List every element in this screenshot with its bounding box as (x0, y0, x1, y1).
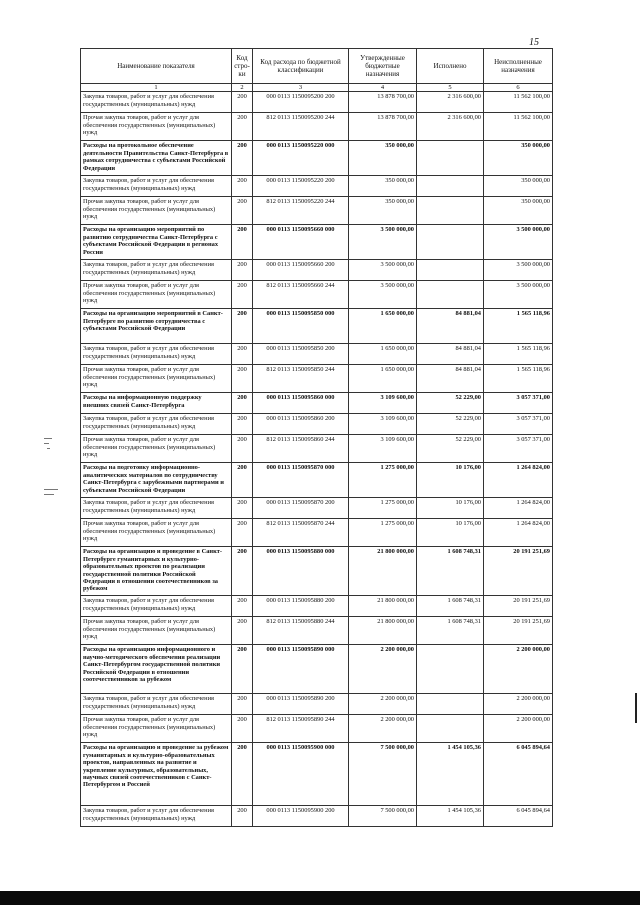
row-executed-amount (417, 141, 484, 176)
row-unexecuted-amount: 6 045 894,64 (484, 743, 553, 806)
row-indicator-name: Расходы на организацию и проведение в Санкт-Петербурге гуманитарных и культурно-образовательных проектов по реализации государственной политики Российской Федерации в отношении соотечественников за рубежом (81, 547, 232, 596)
page-number: 15 (529, 37, 539, 48)
table-row (81, 547, 553, 596)
row-executed-amount: 2 316 600,00 (417, 113, 484, 141)
header-indicator-name: Наименование показателя (81, 49, 232, 84)
row-approved-amount: 1 650 000,00 (349, 309, 417, 344)
row-executed-amount (417, 694, 484, 715)
row-budget-code: 000 0113 1150095870 200 (253, 498, 349, 519)
row-unexecuted-amount: 3 500 000,00 (484, 225, 553, 260)
row-budget-code: 000 0113 1150095850 000 (253, 309, 349, 344)
header-unexecuted: Неисполненные назначения (484, 49, 553, 84)
table-row (81, 715, 553, 743)
row-approved-amount: 1 650 000,00 (349, 365, 417, 393)
row-indicator-name: Прочая закупка товаров, работ и услуг для обеспечения государственных (муниципальных) нужд (81, 617, 232, 645)
row-line-code: 200 (232, 113, 253, 141)
row-indicator-name: Закупка товаров, работ и услуг для обеспечения государственных (муниципальных) нужд (81, 260, 232, 281)
row-indicator-name: Расходы на организацию мероприятий в Санкт-Петербурге по развитию сотрудничества с субъектами Российской Федерации (81, 309, 232, 344)
row-executed-amount (417, 645, 484, 694)
row-approved-amount: 3 500 000,00 (349, 225, 417, 260)
row-budget-code: 000 0113 1150095850 200 (253, 344, 349, 365)
row-approved-amount: 7 500 000,00 (349, 806, 417, 827)
table-row (81, 365, 553, 393)
table-row (81, 414, 553, 435)
row-executed-amount (417, 176, 484, 197)
row-unexecuted-amount: 20 191 251,69 (484, 596, 553, 617)
row-line-code: 200 (232, 645, 253, 694)
row-executed-amount: 84 881,04 (417, 344, 484, 365)
row-executed-amount: 52 229,00 (417, 414, 484, 435)
row-budget-code: 812 0113 1150095850 244 (253, 365, 349, 393)
row-unexecuted-amount: 350 000,00 (484, 197, 553, 225)
row-line-code: 200 (232, 309, 253, 344)
table-row (81, 141, 553, 176)
row-budget-code: 000 0113 1150095900 000 (253, 743, 349, 806)
row-line-code: 200 (232, 176, 253, 197)
row-approved-amount: 1 650 000,00 (349, 344, 417, 365)
row-indicator-name: Прочая закупка товаров, работ и услуг для обеспечения государственных (муниципальных) нужд (81, 113, 232, 141)
row-line-code: 200 (232, 596, 253, 617)
row-executed-amount: 1 608 748,31 (417, 596, 484, 617)
row-budget-code: 812 0113 1150095220 244 (253, 197, 349, 225)
row-budget-code: 000 0113 1150095660 000 (253, 225, 349, 260)
row-executed-amount: 2 316 600,00 (417, 92, 484, 113)
row-executed-amount: 1 608 748,31 (417, 547, 484, 596)
row-approved-amount: 2 200 000,00 (349, 715, 417, 743)
table-row (81, 596, 553, 617)
row-line-code: 200 (232, 393, 253, 414)
row-indicator-name: Прочая закупка товаров, работ и услуг для обеспечения государственных (муниципальных) нужд (81, 197, 232, 225)
row-approved-amount: 3 109 600,00 (349, 435, 417, 463)
row-approved-amount: 13 878 700,00 (349, 92, 417, 113)
row-line-code: 200 (232, 435, 253, 463)
row-indicator-name: Прочая закупка товаров, работ и услуг для обеспечения государственных (муниципальных) нужд (81, 435, 232, 463)
row-budget-code: 812 0113 1150095200 244 (253, 113, 349, 141)
row-approved-amount: 21 800 000,00 (349, 547, 417, 596)
row-budget-code: 000 0113 1150095660 200 (253, 260, 349, 281)
row-approved-amount: 2 200 000,00 (349, 694, 417, 715)
row-executed-amount: 52 229,00 (417, 393, 484, 414)
row-approved-amount: 350 000,00 (349, 176, 417, 197)
scan-bottom-border (0, 891, 640, 905)
row-approved-amount: 1 275 000,00 (349, 463, 417, 498)
row-executed-amount (417, 260, 484, 281)
row-executed-amount: 10 176,00 (417, 519, 484, 547)
row-indicator-name: Расходы на подготовку информационно-аналитических материалов по сотрудничеству Санкт-Петербурга с зарубежными партнерами и субъектами Российской Федерации (81, 463, 232, 498)
row-indicator-name: Прочая закупка товаров, работ и услуг для обеспечения государственных (муниципальных) нужд (81, 281, 232, 309)
row-unexecuted-amount: 2 200 000,00 (484, 715, 553, 743)
row-unexecuted-amount: 2 200 000,00 (484, 694, 553, 715)
row-budget-code: 000 0113 1150095900 200 (253, 806, 349, 827)
row-unexecuted-amount: 1 264 824,00 (484, 463, 553, 498)
column-number: 2 (232, 84, 253, 92)
row-executed-amount: 10 176,00 (417, 463, 484, 498)
row-indicator-name: Прочая закупка товаров, работ и услуг для обеспечения государственных (муниципальных) нужд (81, 365, 232, 393)
edge-mark (635, 693, 637, 723)
row-unexecuted-amount: 2 200 000,00 (484, 645, 553, 694)
row-line-code: 200 (232, 414, 253, 435)
row-unexecuted-amount: 20 191 251,69 (484, 547, 553, 596)
row-indicator-name: Прочая закупка товаров, работ и услуг для обеспечения государственных (муниципальных) нужд (81, 519, 232, 547)
row-executed-amount: 1 608 748,31 (417, 617, 484, 645)
row-approved-amount: 21 800 000,00 (349, 617, 417, 645)
row-budget-code: 000 0113 1150095880 200 (253, 596, 349, 617)
table-row (81, 225, 553, 260)
row-indicator-name: Закупка товаров, работ и услуг для обеспечения государственных (муниципальных) нужд (81, 694, 232, 715)
row-unexecuted-amount: 6 045 894,64 (484, 806, 553, 827)
row-approved-amount: 7 500 000,00 (349, 743, 417, 806)
row-line-code: 200 (232, 225, 253, 260)
row-executed-amount: 84 881,04 (417, 309, 484, 344)
row-budget-code: 000 0113 1150095860 000 (253, 393, 349, 414)
row-approved-amount: 1 275 000,00 (349, 519, 417, 547)
table-row (81, 92, 553, 113)
table-row (81, 806, 553, 827)
table-row (81, 260, 553, 281)
row-executed-amount: 1 454 105,36 (417, 806, 484, 827)
table-row (81, 113, 553, 141)
row-unexecuted-amount: 3 057 371,00 (484, 435, 553, 463)
row-budget-code: 000 0113 1150095860 200 (253, 414, 349, 435)
table-row (81, 498, 553, 519)
row-executed-amount (417, 197, 484, 225)
column-number: 3 (253, 84, 349, 92)
row-line-code: 200 (232, 694, 253, 715)
column-number: 6 (484, 84, 553, 92)
row-approved-amount: 21 800 000,00 (349, 596, 417, 617)
row-budget-code: 000 0113 1150095880 000 (253, 547, 349, 596)
row-indicator-name: Расходы на организацию мероприятий по развитию сотрудничества Санкт-Петербурга с субъектами Российской Федерации в регионах России (81, 225, 232, 260)
table-row (81, 197, 553, 225)
header-executed: Исполнено (417, 49, 484, 84)
row-indicator-name: Расходы на организацию информационного и научно-методического обеспечения реализации Санкт-Петербургом государственной политики Российской Федерации в отношении соотечественников за рубежом (81, 645, 232, 694)
table-row (81, 694, 553, 715)
header-budget-code: Код расхода по бюджетной классификации (253, 49, 349, 84)
row-line-code: 200 (232, 141, 253, 176)
row-unexecuted-amount: 20 191 251,69 (484, 617, 553, 645)
row-line-code: 200 (232, 463, 253, 498)
row-indicator-name: Прочая закупка товаров, работ и услуг для обеспечения государственных (муниципальных) нужд (81, 715, 232, 743)
table-row (81, 281, 553, 309)
row-line-code: 200 (232, 498, 253, 519)
row-unexecuted-amount: 3 057 371,00 (484, 393, 553, 414)
row-unexecuted-amount: 1 264 824,00 (484, 498, 553, 519)
table-row (81, 344, 553, 365)
row-budget-code: 812 0113 1150095890 244 (253, 715, 349, 743)
row-line-code: 200 (232, 617, 253, 645)
row-approved-amount: 3 109 600,00 (349, 414, 417, 435)
row-line-code: 200 (232, 715, 253, 743)
table-row (81, 393, 553, 414)
row-executed-amount: 84 881,04 (417, 365, 484, 393)
row-indicator-name: Закупка товаров, работ и услуг для обеспечения государственных (муниципальных) нужд (81, 414, 232, 435)
header-line-code: Код стро-ки (232, 49, 253, 84)
row-unexecuted-amount: 350 000,00 (484, 141, 553, 176)
table-row (81, 743, 553, 806)
row-unexecuted-amount: 11 562 100,00 (484, 92, 553, 113)
table-row (81, 645, 553, 694)
row-indicator-name: Закупка товаров, работ и услуг для обеспечения государственных (муниципальных) нужд (81, 806, 232, 827)
row-indicator-name: Расходы на информационную поддержку внешних связей Санкт-Петербурга (81, 393, 232, 414)
row-unexecuted-amount: 3 057 371,00 (484, 414, 553, 435)
table-row (81, 176, 553, 197)
row-executed-amount: 10 176,00 (417, 498, 484, 519)
row-approved-amount: 3 500 000,00 (349, 281, 417, 309)
row-indicator-name: Закупка товаров, работ и услуг для обеспечения государственных (муниципальных) нужд (81, 176, 232, 197)
header-approved: Утвержденные бюджетные назначения (349, 49, 417, 84)
table-row (81, 435, 553, 463)
row-indicator-name: Закупка товаров, работ и услуг для обеспечения государственных (муниципальных) нужд (81, 498, 232, 519)
row-executed-amount: 52 229,00 (417, 435, 484, 463)
row-approved-amount: 3 500 000,00 (349, 260, 417, 281)
budget-report-table (80, 48, 553, 827)
row-approved-amount: 3 109 600,00 (349, 393, 417, 414)
row-indicator-name: Закупка товаров, работ и услуг для обеспечения государственных (муниципальных) нужд (81, 596, 232, 617)
row-indicator-name: Расходы на протокольное обеспечение деятельности Правительства Санкт-Петербурга в рамках сотрудничества с субъектами Российской Федерации (81, 141, 232, 176)
row-budget-code: 812 0113 1150095660 244 (253, 281, 349, 309)
margin-marks (44, 438, 58, 499)
row-approved-amount: 13 878 700,00 (349, 113, 417, 141)
row-executed-amount: 1 454 105,36 (417, 743, 484, 806)
row-unexecuted-amount: 3 500 000,00 (484, 281, 553, 309)
row-indicator-name: Расходы на организацию и проведение за рубежом гуманитарных и культурно-образовательных проектов, направленных на развитие и укрепление культурных, образовательных, научных связей соотечественников с Санкт-Петербургом и Россией (81, 743, 232, 806)
row-approved-amount: 2 200 000,00 (349, 645, 417, 694)
row-line-code: 200 (232, 519, 253, 547)
row-executed-amount (417, 225, 484, 260)
row-line-code: 200 (232, 197, 253, 225)
row-executed-amount (417, 715, 484, 743)
table-body (81, 92, 553, 827)
row-indicator-name: Закупка товаров, работ и услуг для обеспечения государственных (муниципальных) нужд (81, 92, 232, 113)
row-line-code: 200 (232, 806, 253, 827)
row-budget-code: 000 0113 1150095220 000 (253, 141, 349, 176)
row-line-code: 200 (232, 365, 253, 393)
row-budget-code: 812 0113 1150095870 244 (253, 519, 349, 547)
column-number-row (81, 84, 553, 92)
row-unexecuted-amount: 11 562 100,00 (484, 113, 553, 141)
row-unexecuted-amount: 3 500 000,00 (484, 260, 553, 281)
row-budget-code: 812 0113 1150095880 244 (253, 617, 349, 645)
row-unexecuted-amount: 1 565 118,96 (484, 344, 553, 365)
row-budget-code: 812 0113 1150095860 244 (253, 435, 349, 463)
row-budget-code: 000 0113 1150095890 000 (253, 645, 349, 694)
table-row (81, 617, 553, 645)
row-unexecuted-amount: 350 000,00 (484, 176, 553, 197)
row-budget-code: 000 0113 1150095890 200 (253, 694, 349, 715)
row-approved-amount: 1 275 000,00 (349, 498, 417, 519)
row-line-code: 200 (232, 743, 253, 806)
row-approved-amount: 350 000,00 (349, 141, 417, 176)
row-line-code: 200 (232, 260, 253, 281)
row-executed-amount (417, 281, 484, 309)
row-line-code: 200 (232, 547, 253, 596)
table-row (81, 519, 553, 547)
column-number: 1 (81, 84, 232, 92)
row-line-code: 200 (232, 92, 253, 113)
row-line-code: 200 (232, 281, 253, 309)
row-approved-amount: 350 000,00 (349, 197, 417, 225)
table-row (81, 463, 553, 498)
row-unexecuted-amount: 1 565 118,96 (484, 309, 553, 344)
column-number: 5 (417, 84, 484, 92)
table-header-row (81, 49, 553, 84)
column-number: 4 (349, 84, 417, 92)
table-row (81, 309, 553, 344)
row-unexecuted-amount: 1 264 824,00 (484, 519, 553, 547)
row-budget-code: 000 0113 1150095870 000 (253, 463, 349, 498)
row-indicator-name: Закупка товаров, работ и услуг для обеспечения государственных (муниципальных) нужд (81, 344, 232, 365)
row-unexecuted-amount: 1 565 118,96 (484, 365, 553, 393)
row-budget-code: 000 0113 1150095220 200 (253, 176, 349, 197)
row-budget-code: 000 0113 1150095200 200 (253, 92, 349, 113)
row-line-code: 200 (232, 344, 253, 365)
